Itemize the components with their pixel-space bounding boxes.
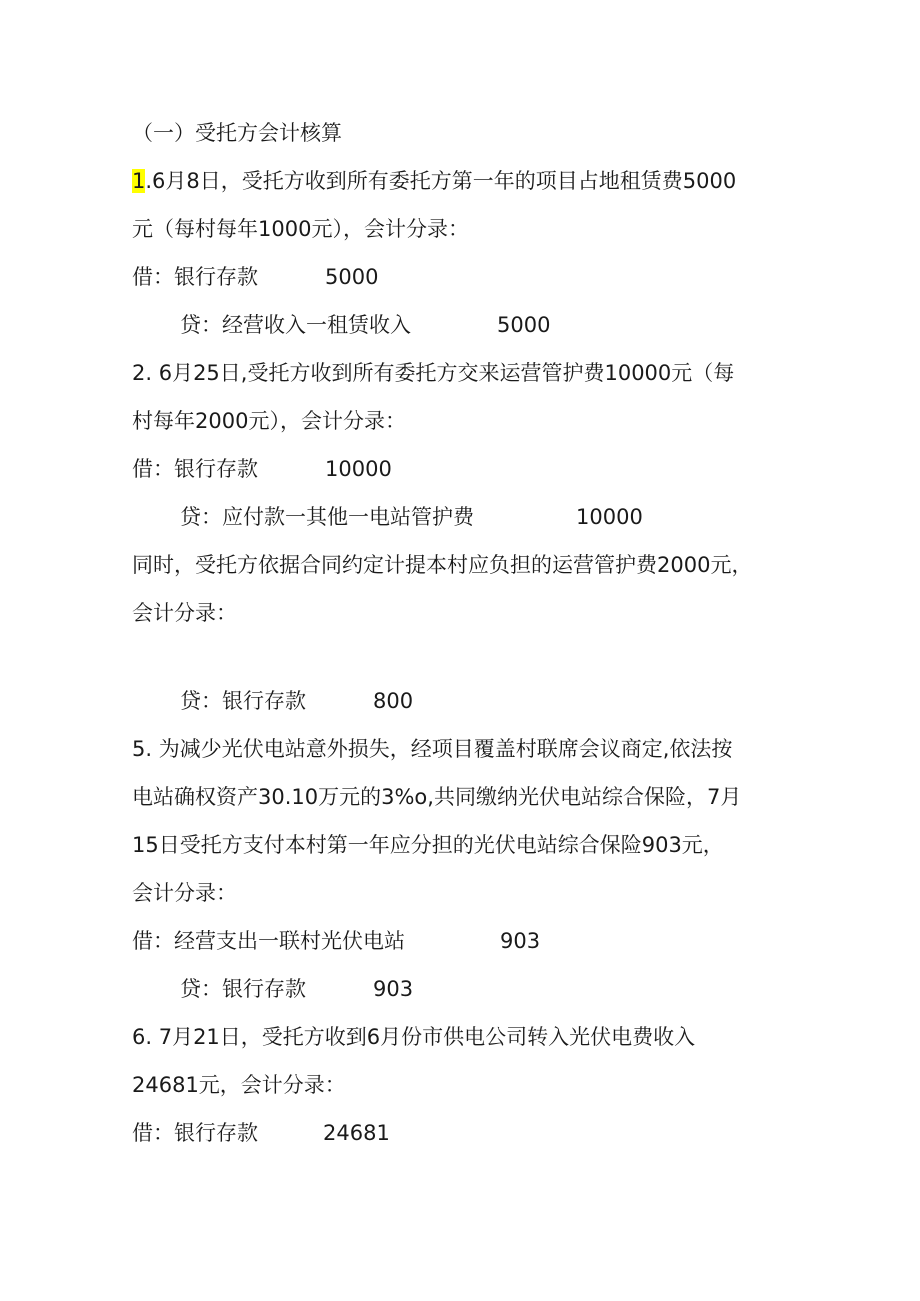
item2-also-line1: 同时，受托方依据合同约定计提本村应负担的运营管护费2000元， xyxy=(132,553,753,577)
item2-credit2-amount: 800 xyxy=(373,689,414,713)
item5-line2: 电站确权资产30.10万元的3%o,共同缴纳光伏电站综合保险，7月 xyxy=(132,785,742,809)
item6-line1: 6. 7月21日，受托方收到6月份市供电公司转入光伏电费收入 xyxy=(132,1025,696,1049)
item6-debit-label: 借：银行存款 xyxy=(132,1121,258,1145)
item5-line1: 5. 为减少光伏电站意外损失，经项目覆盖村联席会议商定,依法按 xyxy=(132,737,733,761)
item5-debit-label: 借：经营支出一联村光伏电站 xyxy=(132,929,405,953)
item1-line2: 元（每村每年1000元），会计分录： xyxy=(132,217,469,241)
item6-debit-amount: 24681 xyxy=(323,1121,390,1145)
item2-line2: 村每年2000元），会计分录： xyxy=(132,409,406,433)
item1-credit-label: 贷：经营收入一租赁收入 xyxy=(180,313,411,337)
section-heading: （一）受托方会计核算 xyxy=(132,121,342,145)
item5-debit-amount: 903 xyxy=(500,929,541,953)
item1-debit-amount: 5000 xyxy=(325,265,379,289)
item2-debit-label: 借：银行存款 xyxy=(132,457,258,481)
item6-line2: 24681元，会计分录： xyxy=(132,1073,346,1097)
item2-debit-amount: 10000 xyxy=(325,457,392,481)
item1-credit-amount: 5000 xyxy=(497,313,551,337)
item1-line1-text: .6月8日，受托方收到所有委托方第一年的项目占地租赁费5000 xyxy=(145,169,737,193)
item2-line1: 2. 6月25日,受托方收到所有委托方交来运营管护费10000元（每 xyxy=(132,361,735,385)
item1-debit-label: 借：银行存款 xyxy=(132,265,258,289)
highlighted-number: 1 xyxy=(132,169,146,193)
item5-line3: 15日受托方支付本村第一年应分担的光伏电站综合保险903元， xyxy=(132,833,724,857)
item2-also-line2: 会计分录： xyxy=(132,601,237,625)
item2-credit-amount: 10000 xyxy=(576,505,643,529)
item2-credit-label: 贷：应付款一其他一电站管护费 xyxy=(180,505,474,529)
item5-credit-label: 贷：银行存款 xyxy=(180,977,306,1001)
item2-credit2-label: 贷：银行存款 xyxy=(180,689,306,713)
item1-line1 xyxy=(132,166,736,196)
item5-line4: 会计分录： xyxy=(132,881,237,905)
item5-credit-amount: 903 xyxy=(373,977,414,1001)
